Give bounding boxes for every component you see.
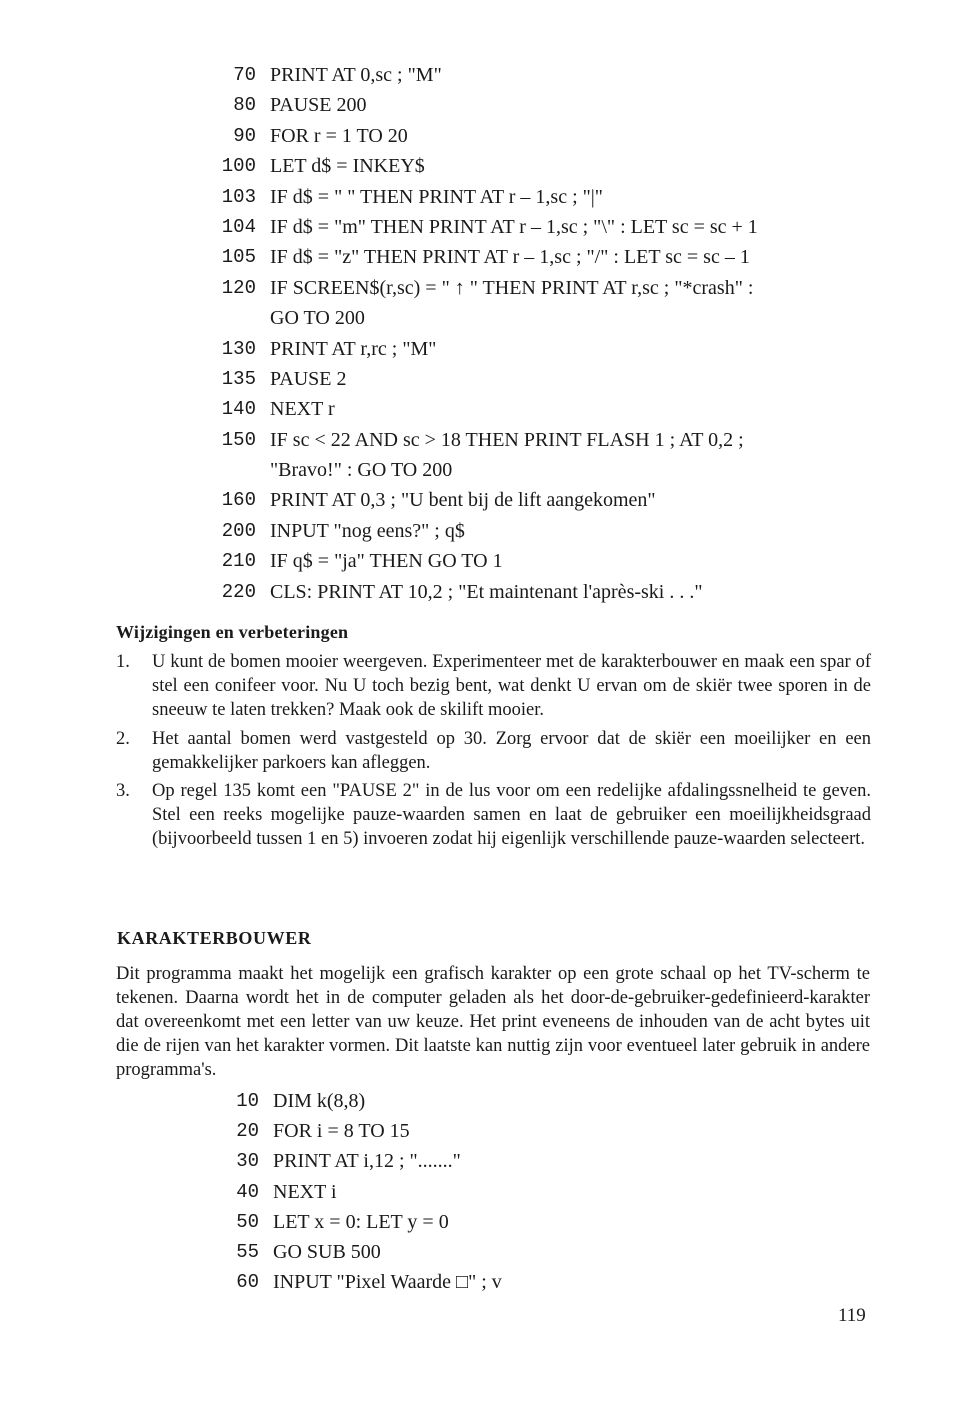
code-statement: CLS: PRINT AT 10,2 ; "Et maintenant l'après-ski . . ." (270, 580, 703, 603)
code-statement: LET d$ = INKEY$ (270, 155, 425, 178)
code-statement: PAUSE 2 (270, 367, 347, 390)
line-number: 150 (221, 428, 256, 451)
code-statement: PAUSE 200 (270, 94, 367, 117)
code-statement: FOR r = 1 TO 20 (270, 124, 408, 147)
line-number: 120 (221, 276, 256, 299)
line-number: 210 (221, 550, 256, 573)
line-number: 200 (221, 519, 256, 542)
list-item-text: Het aantal bomen werd vastgesteld op 30. Zorg ervoor dat de skiër een moeilijker en een gemakkelijker parkoers kan afleggen. (152, 728, 871, 773)
line-number: 140 (221, 398, 256, 421)
list-item-text: Op regel 135 komt een "PAUSE 2" in de lus voor om een redelijke afdalingssnelheid te geven. Stel een reeks mogelijke pauze-waarden samen en laat de gebruiker een moeilijkheidsgraad (bijvoorbeeld tussen 1 en 5) invoeren zodat hij eigenlijk verschillende pauze-waarden selecteert. (152, 781, 871, 850)
line-number: 135 (221, 367, 256, 390)
code-statement: GO SUB 500 (273, 1240, 381, 1263)
list-item (116, 650, 871, 723)
line-number: 80 (233, 94, 256, 117)
line-number: 90 (233, 124, 256, 147)
line-number: 30 (236, 1150, 259, 1173)
line-number: 40 (236, 1180, 259, 1203)
line-number: 100 (221, 155, 256, 178)
code-statement: IF SCREEN$(r,sc) = " ↑ " THEN PRINT AT r,sc ; "*crash" : (270, 276, 754, 299)
line-number: 20 (236, 1120, 259, 1143)
code-statement: LET x = 0: LET y = 0 (273, 1210, 449, 1233)
code-statement: IF d$ = "m" THEN PRINT AT r – 1,sc ; "\" : LET sc = sc + 1 (270, 215, 758, 238)
code-statement: INPUT "nog eens?" ; q$ (270, 519, 465, 542)
line-number: 103 (221, 185, 256, 208)
code-statement: PRINT AT r,rc ; "M" (270, 337, 437, 360)
line-number: 105 (221, 246, 256, 269)
line-number: 130 (221, 337, 256, 360)
line-number: 160 (221, 489, 256, 512)
line-number: 10 (236, 1090, 259, 1112)
list-item (116, 779, 871, 852)
list-item-number: 1. (116, 652, 130, 672)
code-statement: "Bravo!" : GO TO 200 (270, 459, 453, 482)
code-statement: NEXT i (273, 1180, 337, 1203)
code-statement: DIM k(8,8) (273, 1090, 366, 1112)
line-number: 104 (221, 215, 256, 238)
list-item-number: 3. (116, 781, 130, 802)
line-number: 60 (236, 1271, 259, 1294)
line-number: 55 (236, 1240, 259, 1263)
code-statement: FOR i = 8 TO 15 (273, 1120, 410, 1143)
list-item-text: U kunt de bomen mooier weergeven. Experimenteer met de karakterbouwer en maak een spar of stel een conifeer voor. Nu U toch bezig bent, wat denkt U ervan om de skiër twee sporen in de sneeuw te laten trekken? Maak ook de skilift mooier. (152, 652, 871, 721)
code-statement: IF d$ = "z" THEN PRINT AT r – 1,sc ; "/" : LET sc = sc – 1 (270, 246, 750, 269)
code-statement: IF q$ = "ja" THEN GO TO 1 (270, 550, 503, 573)
intro-paragraph: Dit programma maakt het mogelijk een grafisch karakter op een grote schaal op het TV-scherm te tekenen. Daarna wordt het in de computer geladen als het door-de-gebruiker-gedefinieerd-karakter dat overeenkomt met een letter van uw keuze. Het print eveneens de inhouden van de acht bytes uit die de rijen van het karakter vormen. Dit laatste kan nuttig zijn voor eventueel later gebruik in andere programma's. (116, 964, 870, 1080)
page-number: 119 (838, 1305, 866, 1326)
code-statement: NEXT r (270, 398, 335, 421)
code-statement: INPUT "Pixel Waarde □" ; v (273, 1271, 502, 1294)
list-item-number: 2. (116, 728, 130, 749)
code-statement: PRINT AT 0,sc ; "M" (270, 64, 442, 86)
code-statement: IF sc < 22 AND sc > 18 THEN PRINT FLASH 1 ; AT 0,2 ; (270, 428, 744, 451)
code-statement: PRINT AT i,12 ; "......." (273, 1150, 461, 1173)
section-heading-changes: Wijzigingen en verbeteringen (116, 622, 349, 642)
code-statement: GO TO 200 (270, 307, 365, 330)
list-item (116, 727, 871, 775)
line-number: 220 (221, 580, 256, 603)
code-statement: PRINT AT 0,3 ; "U bent bij de lift aangekomen" (270, 489, 656, 512)
line-number: 70 (233, 64, 256, 86)
section-heading-karakterbouwer: KARAKTERBOUWER (117, 928, 312, 948)
code-statement: IF d$ = " " THEN PRINT AT r – 1,sc ; "|" (270, 185, 603, 208)
line-number: 50 (236, 1210, 259, 1233)
changes-list (116, 650, 871, 856)
